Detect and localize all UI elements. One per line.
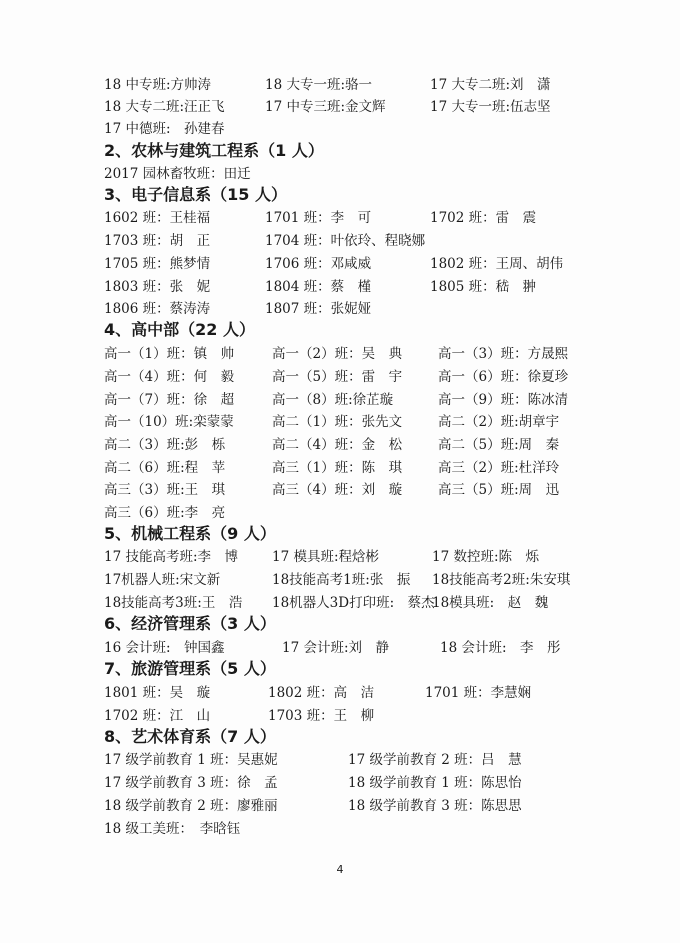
class-student-entry: 1705 班：熊梦情 [104,256,211,272]
class-student-entry: 高二（6）班:程 苹 [104,460,226,476]
section-heading: 7、旅游管理系（5 人） [104,659,276,678]
class-student-entry: 高一（6）班：徐夏珍 [438,369,569,385]
class-student-entry: 18技能高考2班:朱安琪 [432,572,571,588]
class-student-entry: 高三（1）班：陈 琪 [272,460,403,476]
section-heading: 8、艺术体育系（7 人） [104,727,276,746]
entry-row [0,253,680,275]
class-student-entry: 高二（4）班：金 松 [272,437,403,453]
class-student-entry: 高一（10）班:栾蒙蒙 [104,414,234,430]
entry-row [0,118,680,140]
class-student-entry: 1602 班：王桂福 [104,210,211,226]
class-student-entry: 17 大专二班:刘 潇 [430,77,551,93]
entry-row [0,389,680,411]
class-student-entry: 高一（1）班：镇 帅 [104,346,235,362]
class-student-entry: 18技能高考3班:王 浩 [104,595,243,611]
class-student-entry: 1702 班：雷 震 [430,210,537,226]
entry-row [0,479,680,501]
entry-row [0,592,680,614]
class-student-entry: 18 会计班: 李 彤 [440,640,561,656]
class-student-entry: 高一（7）班：徐 超 [104,392,235,408]
entry-row [0,772,680,794]
class-student-entry: 17 模具班:程焓彬 [272,549,380,565]
class-student-entry: 17 中德班: 孙建春 [104,121,225,137]
class-student-entry: 高三（4）班：刘 璇 [272,482,403,498]
class-student-entry: 17 技能高考班:李 博 [104,549,239,565]
entry-row [0,569,680,591]
class-student-entry: 高一（9）班：陈冰清 [438,392,569,408]
section-heading: 5、机械工程系（9 人） [104,524,276,543]
class-student-entry: 17 会计班:刘 静 [282,640,390,656]
section-heading: 6、经济管理系（3 人） [104,614,276,633]
class-student-entry: 高二（5）班:周 秦 [438,437,560,453]
class-student-entry: 高三（5）班:周 迅 [438,482,560,498]
class-student-entry: 高三（2）班:杜洋玲 [438,460,560,476]
entry-row [0,637,680,659]
class-student-entry: 1802 班：高 洁 [268,685,375,701]
entry-row [0,163,680,185]
entry-row [0,96,680,118]
entry-row [0,207,680,229]
section-heading: 3、电子信息系（15 人） [104,185,287,204]
class-student-entry: 18技能高考1班:张 振 [272,572,411,588]
class-student-entry: 18 大专二班:汪正飞 [104,99,225,115]
class-student-entry: 17 数控班:陈 烁 [432,549,540,565]
class-student-entry: 17 级学前教育 1 班：吴惠妮 [104,752,278,768]
class-student-entry: 高二（2）班:胡章宇 [438,414,560,430]
class-student-entry: 高二（3）班:彭 栎 [104,437,226,453]
entry-row [0,546,680,568]
class-student-entry: 18 大专一班:骆一 [265,77,373,93]
entry-row [0,230,680,252]
class-student-entry: 高三（6）班:李 亮 [104,505,226,521]
page-number: 4 [336,863,344,876]
class-student-entry: 16 会计班: 钟国鑫 [104,640,225,656]
class-student-entry: 1802 班：王周、胡伟 [430,256,564,272]
class-student-entry: 18机器人3D打印班: 蔡杰 [272,595,435,611]
class-student-entry: 高一（8）班:徐芷璇 [272,392,394,408]
class-student-entry: 18 中专班:方帅涛 [104,77,212,93]
class-student-entry: 17 中专三班:金文辉 [265,99,386,115]
class-student-entry: 17 大专一班:伍志坚 [430,99,551,115]
class-student-entry: 1701 班：李 可 [265,210,372,226]
entry-row [0,74,680,96]
class-student-entry: 18 级学前教育 2 班：廖雅丽 [104,798,278,814]
class-student-entry: 18 级学前教育 1 班：陈思怡 [348,775,522,791]
class-student-entry: 18 级工美班： 李晗钰 [104,821,241,837]
class-student-entry: 1701 班：李慧娴 [425,685,532,701]
entry-row [0,749,680,771]
entry-row [0,705,680,727]
section-heading: 4、高中部（22 人） [104,320,255,339]
entry-row [0,682,680,704]
class-student-entry: 1806 班：蔡涛涛 [104,301,211,317]
class-student-entry: 18模具班: 赵 魏 [432,595,549,611]
class-student-entry: 1706 班：邓咸威 [265,256,372,272]
class-student-entry: 1807 班：张妮娅 [265,301,372,317]
class-student-entry: 1702 班：江 山 [104,708,211,724]
class-student-entry: 2017 园林畜牧班：田迁 [104,166,251,182]
class-student-entry: 高一（2）班：吴 典 [272,346,403,362]
class-student-entry: 高一（3）班：方晟熙 [438,346,569,362]
class-student-entry: 高一（4）班：何 毅 [104,369,235,385]
entry-row [0,818,680,840]
class-student-entry: 高二（1）班：张先文 [272,414,403,430]
class-student-entry: 1704 班：叶依玲、程晓娜 [265,233,426,249]
class-student-entry: 1804 班：蔡 槿 [265,279,372,295]
section-heading: 2、农林与建筑工程系（1 人） [104,141,324,160]
entry-row [0,434,680,456]
entry-row [0,343,680,365]
entry-row [0,502,680,524]
class-student-entry: 17 级学前教育 3 班：徐 孟 [104,775,278,791]
entry-row [0,795,680,817]
class-student-entry: 1703 班：王 柳 [268,708,375,724]
class-student-entry: 1803 班：张 妮 [104,279,211,295]
class-student-entry: 高一（5）班：雷 宇 [272,369,403,385]
class-student-entry: 1801 班：吴 璇 [104,685,211,701]
class-student-entry: 18 级学前教育 3 班：陈思思 [348,798,522,814]
entry-row [0,366,680,388]
class-student-entry: 17 级学前教育 2 班：吕 慧 [348,752,522,768]
entry-row [0,457,680,479]
entry-row [0,276,680,298]
entry-row [0,298,680,320]
class-student-entry: 1703 班：胡 正 [104,233,211,249]
class-student-entry: 17机器人班:宋文新 [104,572,221,588]
entry-row [0,411,680,433]
class-student-entry: 1805 班：嵇 翀 [430,279,537,295]
class-student-entry: 高三（3）班:王 琪 [104,482,226,498]
